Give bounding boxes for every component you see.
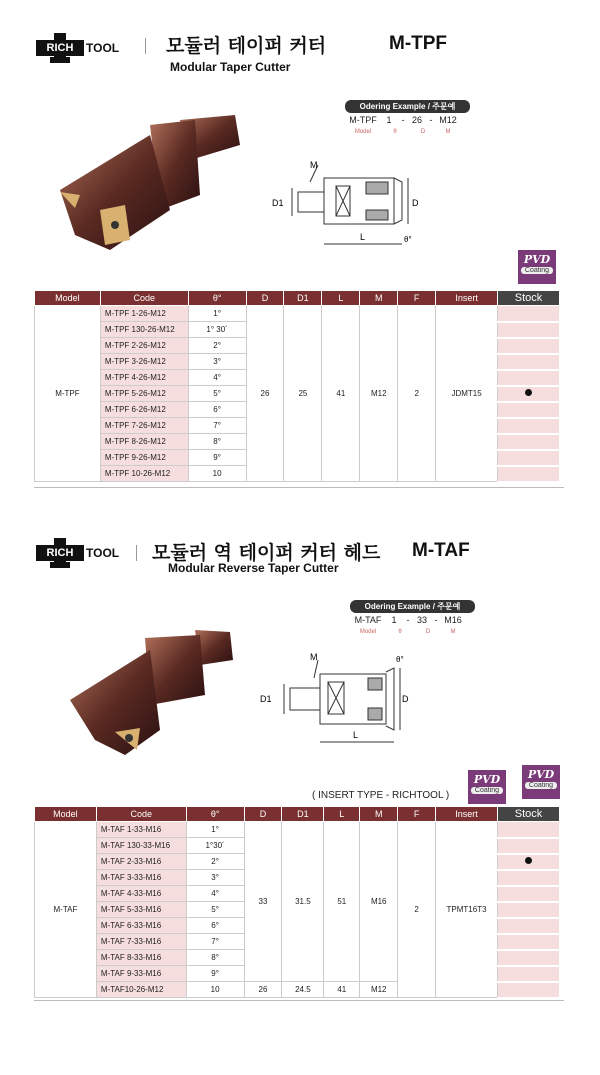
col-f: F (398, 807, 436, 822)
stock-cell (498, 886, 560, 902)
order-label: Model (354, 129, 372, 135)
order-part: 33 (416, 615, 427, 625)
title-separator (145, 38, 146, 54)
order-label: D (425, 629, 431, 635)
order-label: θ (398, 629, 402, 635)
order-part: - (401, 115, 405, 125)
code-cell: M-TPF 7-26-M12 (100, 418, 188, 434)
dim-d1: D1 (260, 694, 272, 704)
angle-cell: 2° (186, 854, 244, 870)
stock-cell (498, 386, 560, 402)
order-part: 1 (386, 115, 392, 125)
angle-cell: 6° (188, 402, 246, 418)
coating-label: Coating (521, 267, 553, 274)
stock-cell (498, 870, 560, 886)
stock-cell (498, 306, 560, 322)
stock-cell (498, 838, 560, 854)
col-d1: D1 (284, 291, 322, 306)
code-cell: M-TAF 130-33-M16 (96, 838, 186, 854)
col-m: M (360, 291, 398, 306)
code-cell: M-TPF 6-26-M12 (100, 402, 188, 418)
m-cell: M12 (360, 306, 398, 482)
spec-table-taf (34, 806, 560, 999)
d1-cell: 24.5 (282, 982, 324, 998)
order-label: θ (393, 129, 397, 135)
order-part: M-TAF (354, 615, 382, 625)
col-model: Model (35, 807, 97, 822)
dim-theta: θ° (396, 655, 404, 664)
col-insert: Insert (436, 807, 498, 822)
ordering-example-head: Odering Example / 주문예 (345, 100, 470, 113)
col-l: L (324, 807, 360, 822)
col-model: Model (35, 291, 101, 306)
stock-dot (525, 389, 532, 396)
product-image-taf (55, 620, 245, 770)
pvd-coating-badge-insert (468, 770, 506, 804)
dim-d1: D1 (272, 198, 284, 208)
stock-cell (498, 402, 560, 418)
angle-cell: 2° (188, 338, 246, 354)
angle-cell: 10 (188, 466, 246, 482)
stock-cell (498, 338, 560, 354)
stock-cell (498, 418, 560, 434)
stock-cell (498, 902, 560, 918)
angle-cell: 3° (188, 354, 246, 370)
order-part: M-TPF (349, 115, 377, 125)
dim-l: L (353, 730, 359, 740)
title-english: Modular Reverse Taper Cutter (168, 561, 339, 575)
title-korean: 모듈러 역 테이퍼 커터 헤드 (152, 542, 381, 564)
code-cell: M-TAF 1-33-M16 (96, 822, 186, 838)
l-cell: 41 (322, 306, 360, 482)
ordering-example-taf (350, 600, 475, 635)
order-part: 26 (411, 115, 422, 125)
stock-cell (498, 322, 560, 338)
coating-label: Coating (525, 782, 557, 789)
col-l: L (322, 291, 360, 306)
col-stock: Stock (498, 807, 560, 822)
coating-label: Coating (471, 787, 503, 794)
stock-cell (498, 854, 560, 870)
angle-cell: 10 (186, 982, 244, 998)
dim-m: M (310, 160, 318, 170)
dim-m: M (310, 652, 318, 662)
angle-cell: 1° (188, 306, 246, 322)
d-cell: 26 (246, 306, 284, 482)
table-row (35, 822, 560, 838)
angle-cell: 1° 30´ (188, 322, 246, 338)
angle-cell: 5° (186, 902, 244, 918)
d1-cell: 25 (284, 306, 322, 482)
product-code-title: M-TPF (389, 33, 448, 54)
m-cell: M12 (360, 982, 398, 998)
angle-cell: 7° (186, 934, 244, 950)
code-cell: M-TPF 8-26-M12 (100, 434, 188, 450)
order-label: M (450, 629, 456, 635)
d1-cell: 31.5 (282, 822, 324, 982)
d-cell: 26 (244, 982, 282, 998)
technical-drawing-tpf (270, 160, 430, 255)
angle-cell: 9° (188, 450, 246, 466)
order-part: - (429, 115, 433, 125)
pvd-label: PVD (473, 773, 501, 786)
angle-cell: 1° (186, 822, 244, 838)
code-cell: M-TPF 4-26-M12 (100, 370, 188, 386)
stock-cell (498, 934, 560, 950)
table-header-row (35, 807, 560, 822)
insert-type-note: ( INSERT TYPE - RICHTOOL ) (312, 790, 450, 801)
pvd-label: PVD (527, 768, 555, 781)
order-label: D (420, 129, 426, 135)
code-cell: M-TAF 4-33-M16 (96, 886, 186, 902)
dim-l: L (360, 232, 366, 242)
col-m: M (360, 807, 398, 822)
insert-cell: JDMT15 (436, 306, 498, 482)
angle-cell: 5° (188, 386, 246, 402)
angle-cell: 4° (186, 886, 244, 902)
col-d1: D1 (282, 807, 324, 822)
l-cell: 51 (324, 822, 360, 982)
code-cell: M-TAF 2-33-M16 (96, 854, 186, 870)
code-cell: M-TAF 3-33-M16 (96, 870, 186, 886)
dim-theta: θ° (404, 235, 412, 244)
angle-cell: 4° (188, 370, 246, 386)
l-cell: 41 (324, 982, 360, 998)
section-divider (34, 487, 564, 488)
stock-cell (498, 950, 560, 966)
stock-cell (498, 370, 560, 386)
code-cell: M-TPF 10-26-M12 (100, 466, 188, 482)
col-code: Code (96, 807, 186, 822)
d-cell: 33 (244, 822, 282, 982)
code-cell: M-TAF 7-33-M16 (96, 934, 186, 950)
brand-rich: RICH (36, 545, 84, 561)
dim-d: D (402, 694, 409, 704)
col-theta: θ° (188, 291, 246, 306)
brand-tool: TOOL (86, 41, 120, 55)
title-separator (136, 545, 137, 561)
order-part: - (406, 615, 410, 625)
pvd-coating-badge (518, 250, 556, 284)
stock-cell (498, 822, 560, 838)
angle-cell: 7° (188, 418, 246, 434)
brand-rich: RICH (36, 40, 84, 56)
code-cell: M-TPF 1-26-M12 (100, 306, 188, 322)
pvd-label: PVD (523, 253, 551, 266)
stock-cell (498, 966, 560, 982)
richtool-logo (36, 33, 126, 63)
col-code: Code (100, 291, 188, 306)
table-header-row (35, 291, 560, 306)
pvd-coating-badge-stock (522, 765, 560, 799)
section-divider (34, 1000, 564, 1001)
richtool-logo (36, 538, 126, 568)
product-image-tpf (50, 100, 250, 260)
angle-cell: 9° (186, 966, 244, 982)
model-cell: M-TAF (35, 822, 97, 998)
f-cell: 2 (398, 822, 436, 998)
stock-cell (498, 434, 560, 450)
dim-d: D (412, 198, 419, 208)
insert-cell: TPMT16T3 (436, 822, 498, 998)
col-f: F (398, 291, 436, 306)
title-korean: 모듈러 테이퍼 커터 (166, 35, 327, 57)
code-cell: M-TPF 5-26-M12 (100, 386, 188, 402)
title-english: Modular Taper Cutter (170, 60, 291, 74)
angle-cell: 8° (188, 434, 246, 450)
ordering-example-tpf (345, 100, 470, 135)
angle-cell: 6° (186, 918, 244, 934)
code-cell: M-TPF 9-26-M12 (100, 450, 188, 466)
f-cell: 2 (398, 306, 436, 482)
code-cell: M-TPF 3-26-M12 (100, 354, 188, 370)
stock-cell (498, 982, 560, 998)
code-cell: M-TPF 2-26-M12 (100, 338, 188, 354)
col-d: D (244, 807, 282, 822)
angle-cell: 3° (186, 870, 244, 886)
order-part: - (434, 615, 438, 625)
code-cell: M-TAF 5-33-M16 (96, 902, 186, 918)
order-label: Model (359, 629, 377, 635)
code-cell: M-TAF 8-33-M16 (96, 950, 186, 966)
table-row (35, 306, 560, 322)
stock-cell (498, 354, 560, 370)
code-cell: M-TPF 130-26-M12 (100, 322, 188, 338)
stock-cell (498, 466, 560, 482)
col-insert: Insert (436, 291, 498, 306)
product-code-title: M-TAF (412, 540, 470, 561)
code-cell: M-TAF10-26-M12 (96, 982, 186, 998)
brand-tool: TOOL (86, 546, 120, 560)
order-part: M16 (444, 615, 462, 625)
col-d: D (246, 291, 284, 306)
stock-cell (498, 918, 560, 934)
order-part: M12 (439, 115, 457, 125)
angle-cell: 1°30´ (186, 838, 244, 854)
stock-cell (498, 450, 560, 466)
technical-drawing-taf (258, 650, 418, 750)
code-cell: M-TAF 9-33-M16 (96, 966, 186, 982)
m-cell: M16 (360, 822, 398, 982)
model-cell: M-TPF (35, 306, 101, 482)
angle-cell: 8° (186, 950, 244, 966)
order-label: M (445, 129, 451, 135)
code-cell: M-TAF 6-33-M16 (96, 918, 186, 934)
ordering-example-head: Odering Example / 주문예 (350, 600, 475, 613)
spec-table-tpf (34, 290, 560, 483)
col-stock: Stock (498, 291, 560, 306)
order-part: 1 (391, 615, 397, 625)
col-theta: θ° (186, 807, 244, 822)
stock-dot (525, 857, 532, 864)
